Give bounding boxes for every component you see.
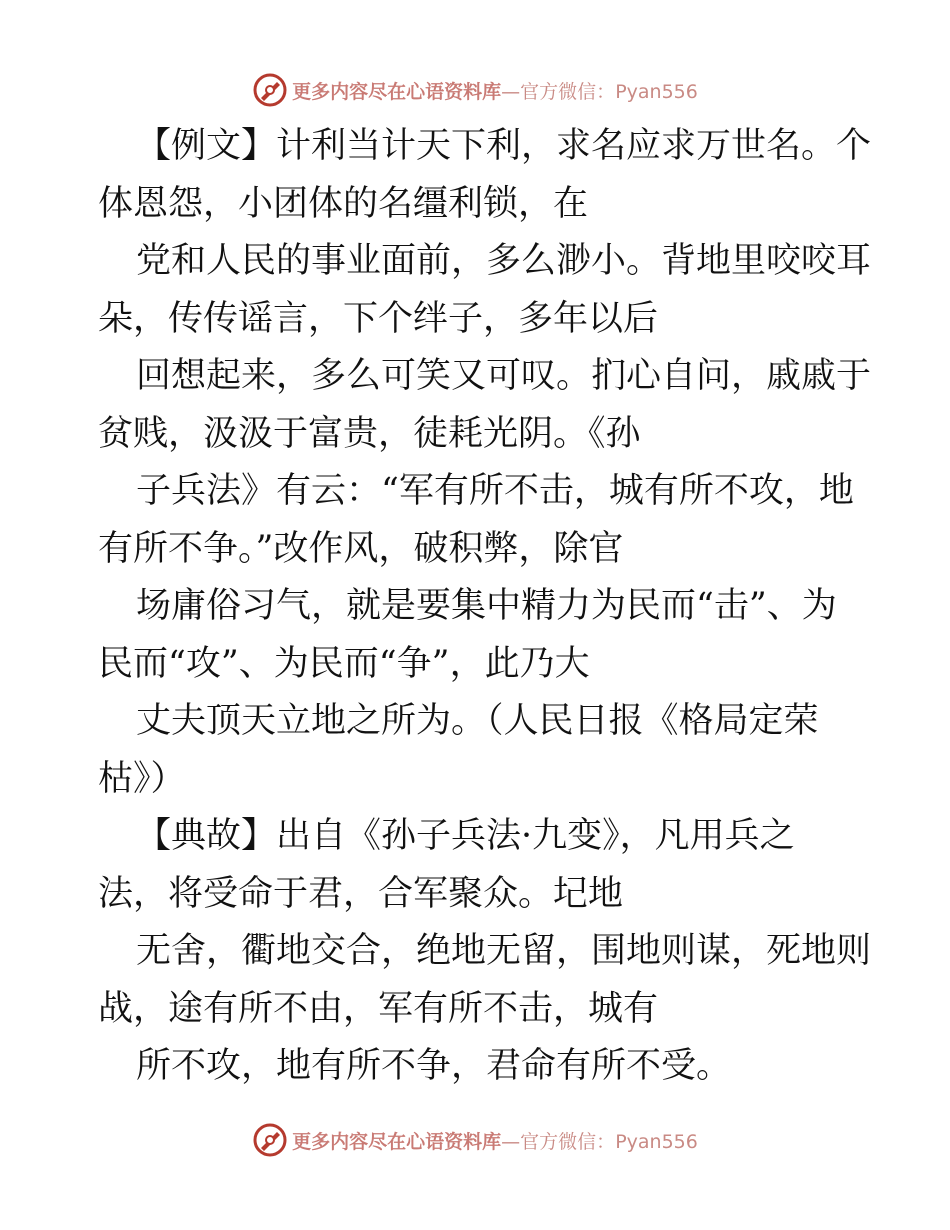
- banner-site-text: 更多内容尽在心语资料库: [292, 1130, 502, 1153]
- text-line: 无舍，衢地交合，绝地无留，围地则谋，死地则: [136, 931, 872, 971]
- text-line: 法，将受命于君，合军聚众。圮地: [98, 873, 624, 914]
- text-line: 枯》）: [98, 758, 186, 799]
- text-line: 子兵法》有云：“军有所不击，城有所不攻，地: [136, 471, 854, 511]
- text-line: 有所不争。”改作风，破积弊，除官: [98, 528, 624, 569]
- banner-text: [292, 77, 698, 104]
- banner-text: [292, 1127, 698, 1154]
- footer-banner: [0, 1120, 950, 1160]
- banner-official-label: 官方微信：: [520, 1130, 616, 1153]
- text-line: 场庸俗习气，就是要集中精力为民而“击”、为: [136, 586, 837, 626]
- text-line: 丈夫顶天立地之所为。（人民日报《格局定荣: [136, 701, 819, 741]
- banner-official-label: 官方微信：: [520, 80, 616, 103]
- text-line: 贫贱，汲汲于富贵，徒耗光阴。《孙: [98, 413, 641, 454]
- text-line: 所不攻，地有所不争，君命有所不受。: [136, 1046, 732, 1086]
- text-line: 党和人民的事业面前，多么渺小。背地里咬咬耳: [136, 241, 872, 281]
- text-line: 【典故】出自《孙子兵法·九变》，凡用兵之: [136, 816, 795, 856]
- banner-wechat-id: Pyan556: [615, 80, 698, 103]
- logo-icon: [252, 72, 288, 108]
- text-line: 民而“攻”、为民而“争”，此乃大: [98, 643, 590, 684]
- logo-icon: [252, 1122, 288, 1158]
- header-banner: [0, 70, 950, 110]
- banner-site-text: 更多内容尽在心语资料库: [292, 80, 502, 103]
- banner-separator: —: [501, 80, 521, 103]
- article-body: [98, 118, 872, 1096]
- banner-wechat-id: Pyan556: [615, 1130, 698, 1153]
- banner-separator: —: [501, 1130, 521, 1153]
- text-line: 回想起来，多么可笑又可叹。扪心自问，戚戚于: [136, 356, 872, 396]
- text-line: 战，途有所不由，军有所不击，城有: [98, 988, 659, 1029]
- text-line: 体恩怨，小团体的名缰利锁，在: [98, 183, 589, 224]
- text-line: 【例文】计利当计天下利，求名应求万世名。个: [136, 126, 872, 166]
- text-line: 朵，传传谣言，下个绊子，多年以后: [98, 298, 659, 339]
